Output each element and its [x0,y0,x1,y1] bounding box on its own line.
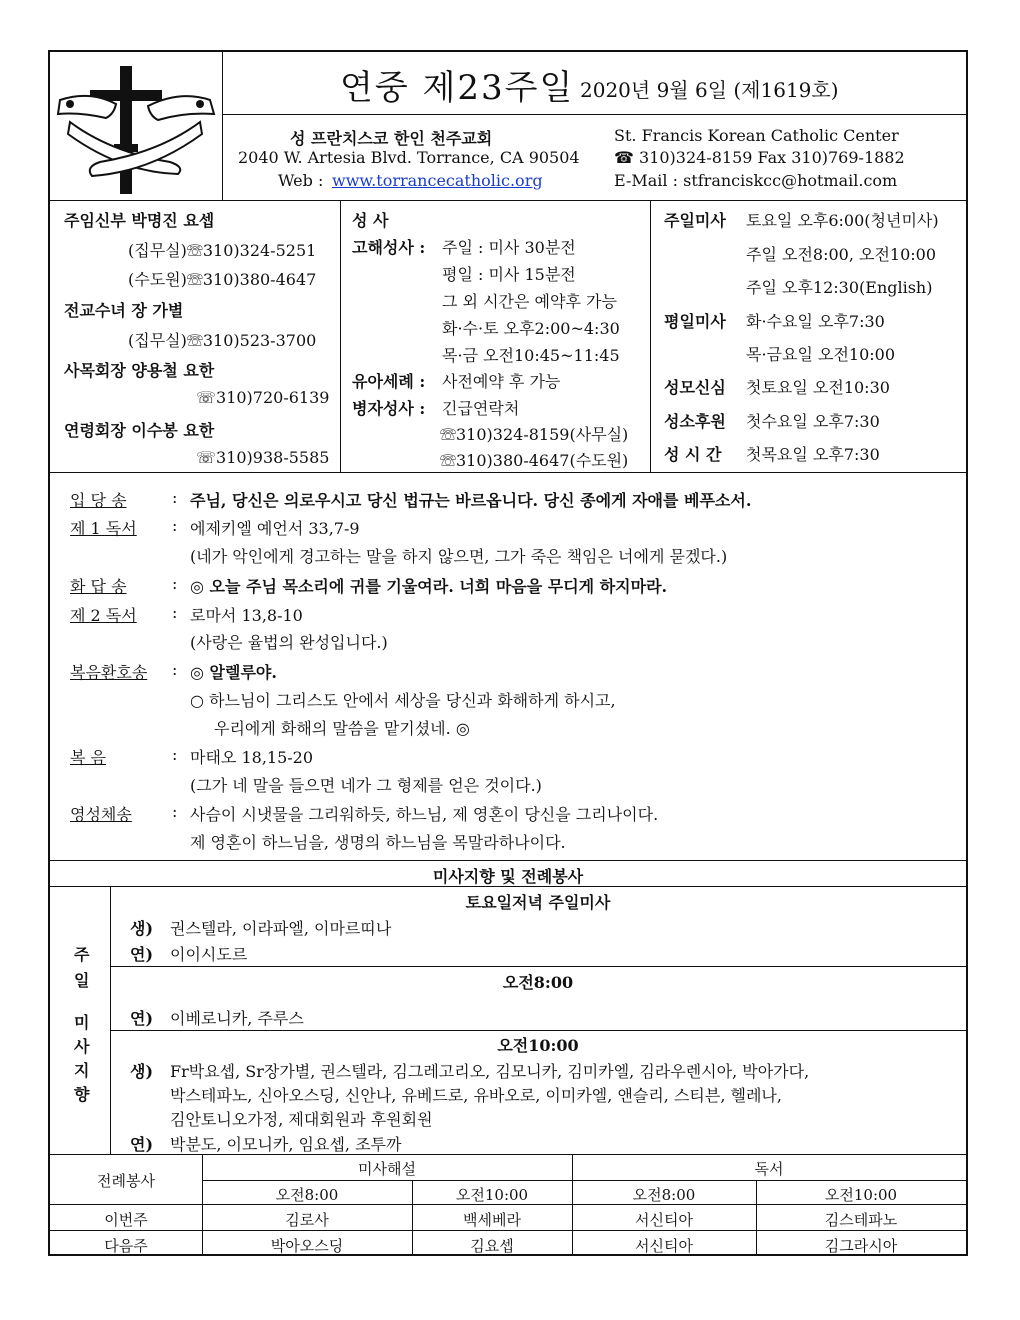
confession-line-1: 주일 : 미사 30분전 [442,238,576,257]
communion-colon: : [172,802,178,821]
alleluia-label: 복음환호송 [70,663,148,682]
council-president: 사목회장 양용철 요한 [64,361,215,380]
weekday-mass-2: 목·금요일 오전10:00 [746,345,896,364]
sister-office-phone: (집무실)☏310)523-3700 [128,331,317,350]
bulletin-page [48,50,968,1256]
reader-am8-header: 오전8:00 [632,1186,696,1204]
sat-living-names: 권스텔라, 이라파엘, 이마르띠나 [170,919,392,938]
vocation-label: 성소후원 [664,412,726,431]
intentions-section-title: 미사지향 및 전례봉사 [432,867,584,886]
am10-living-line-3: 김안토니오가정, 제대회원과 후원회원 [170,1110,433,1129]
phone-fax: ☎ 310)324-8159 Fax 310)769-1882 [614,148,905,167]
issue-date: 2020년 9월 6일 (제1619호) [580,78,839,102]
email: E-Mail : stfranciskcc@hotmail.com [614,171,898,190]
church-name-ko: 성 프란치스코 한인 천주교회 [290,129,493,148]
first-reading-note: (네가 악인에게 경고하는 말을 하지 않으면, 그가 죽은 책임은 너에게 묻겠다.) [190,547,728,566]
website-link[interactable]: www.torrancecatholic.org [332,171,543,190]
side-label-4: 사 [74,1037,90,1056]
confession-line-2: 평일 : 미사 15분전 [442,265,576,284]
first-reading-label: 제 1 독서 [70,519,137,538]
side-label-2: 일 [74,971,90,990]
sister-name: 전교수녀 장 가별 [64,301,184,320]
psalm-colon: : [172,574,178,593]
am8-dead-names: 이베로니카, 주루스 [170,1009,304,1028]
side-label-3: 미 [74,1013,90,1032]
am10-living-label: 생) [130,1062,154,1081]
service-label: 전례봉사 [97,1172,155,1190]
sacraments-title: 성 사 [352,211,389,230]
second-reading-note: (사랑은 율법의 완성입니다.) [190,633,388,652]
holyhour-label: 성 시 간 [664,445,722,464]
side-label-5: 지 [74,1061,90,1080]
confession-line-4: 화·수·토 오후2:00~4:30 [442,319,620,338]
alleluia-verse-1: ○ 하느님이 그리스도 안에서 세상을 당신과 화해하게 하시고, [190,691,616,710]
anointing-line-2: ☏310)324-8159(사무실) [440,425,629,444]
am10-dead-names: 박분도, 이모니카, 임요셉, 조투까 [170,1135,402,1154]
side-label-6: 향 [74,1085,90,1104]
marian-label: 성모신심 [664,378,726,397]
alleluia-verse-2: 우리에게 화해의 말씀을 맡기셨네. ◎ [214,719,470,738]
anointing-label: 병자성사 : [352,399,426,418]
gospel-label: 복 음 [70,748,106,767]
gospel-note: (그가 네 말을 들으면 네가 그 형제를 얻은 것이다.) [190,776,542,795]
logo-cross-icon [50,52,222,200]
commentator-am10-header: 오전10:00 [455,1186,529,1204]
alleluia-colon: : [172,660,178,679]
table-cell: 김그라시아 [824,1237,898,1255]
communion-line-1: 사슴이 시냇물을 그리워하듯, 하느님, 제 영혼이 당신을 그리나이다. [190,805,659,824]
bulletin-title: 연중 제23주일 [340,68,575,108]
confession-line-3: 그 외 시간은 예약후 가능 [442,292,617,311]
psalm-response: ◎ 오늘 주님 목소리에 귀를 기울여라. 너희 마음을 무디게 하지마라. [190,577,668,596]
communion-line-2: 제 영혼이 하느님을, 생명의 하느님을 목말라하나이다. [190,833,566,852]
table-cell: 서신티아 [635,1237,693,1255]
am10-dead-label: 연) [130,1135,154,1154]
alleluia: ◎ 알렐루야. [190,663,277,682]
next-week-label: 다음주 [104,1237,148,1255]
table-cell: 서신티아 [635,1211,693,1229]
council-phone: ☏310)720-6139 [196,388,330,407]
senior-phone: ☏310)938-5585 [196,448,330,467]
vocation-time: 첫수요일 오후7:30 [746,412,880,431]
weekday-mass-1: 화·수요일 오후7:30 [746,312,885,331]
holyhour-time: 첫목요일 오후7:30 [746,445,880,464]
side-label-1: 주 [74,945,90,964]
confession-line-5: 목·금 오전10:45~11:45 [442,346,620,365]
entrance-label: 입 당 송 [70,491,127,510]
sat-dead-names: 이이시도르 [170,945,248,964]
gospel-colon: : [172,745,178,764]
web-label: Web : [278,171,324,190]
pastor-rectory-phone: (수도원)☏310)380-4647 [128,270,317,289]
second-reading: 로마서 13,8-10 [190,606,303,625]
pastor-office-phone: (집무실)☏310)324-5251 [128,241,317,260]
baptism-label: 유아세례 : [352,372,426,391]
baptism-info: 사전예약 후 가능 [442,372,561,391]
sat-mass-title: 토요일저녁 주일미사 [465,893,611,912]
reader-header: 독서 [754,1160,784,1178]
this-week-label: 이번주 [104,1211,148,1229]
gospel: 마태오 18,15-20 [190,748,314,767]
pastor-name: 주임신부 박명진 요셉 [64,211,215,230]
sunday-mass-2: 주일 오전8:00, 오전10:00 [746,245,937,264]
marian-time: 첫토요일 오전10:30 [746,378,890,397]
sunday-mass-3: 주일 오후12:30(English) [746,278,933,297]
sat-dead-label: 연) [130,945,154,964]
first-reading-colon: : [172,516,178,535]
am10-living-line-2: 박스테파노, 신아오스딩, 신안나, 유베드로, 유바오로, 이미카엘, 앤슬리, 스티븐, 헬레나, [170,1086,782,1105]
am10-living-line-1: Fr박요셉, Sr장가별, 권스텔라, 김그레고리오, 김모니카, 김미카엘, 김라우렌시아, 박아가다, [170,1062,810,1081]
church-address: 2040 W. Artesia Blvd. Torrance, CA 90504 [238,148,580,167]
second-reading-colon: : [172,603,178,622]
table-cell: 김요셉 [470,1237,514,1255]
sunday-mass-1: 토요일 오후6:00(청년미사) [746,211,939,230]
table-cell: 박아오스딩 [270,1237,344,1255]
first-reading: 에제키엘 예언서 33,7-9 [190,519,360,538]
am10-mass-title: 오전10:00 [497,1036,579,1055]
commentator-am8-header: 오전8:00 [275,1186,339,1204]
church-name-en: St. Francis Korean Catholic Center [614,126,899,145]
psalm-label: 화 답 송 [70,577,127,596]
entrance-colon: : [172,488,178,507]
anointing-line-1: 긴급연락처 [442,399,520,418]
reader-am10-header: 오전10:00 [824,1186,898,1204]
communion-label: 영성체송 [70,805,132,824]
senior-president: 연령회장 이수봉 요한 [64,421,215,440]
am8-dead-label: 연) [130,1009,154,1028]
sunday-mass-label: 주일미사 [664,211,726,230]
am8-mass-title: 오전8:00 [502,973,574,992]
entrance-antiphon: 주님, 당신은 의로우시고 당신 법규는 바르옵니다. 당신 종에게 자애를 베푸소서. [190,491,752,510]
anointing-line-3: ☏310)380-4647(수도원) [440,451,629,470]
table-cell: 백세베라 [463,1211,521,1229]
table-cell: 김스테파노 [824,1211,898,1229]
table-cell: 김로사 [285,1211,329,1229]
weekday-mass-label: 평일미사 [664,312,726,331]
second-reading-label: 제 2 독서 [70,606,137,625]
confession-label: 고해성사 : [352,238,426,257]
commentator-header: 미사해설 [358,1160,416,1178]
sat-living-label: 생) [130,919,154,938]
